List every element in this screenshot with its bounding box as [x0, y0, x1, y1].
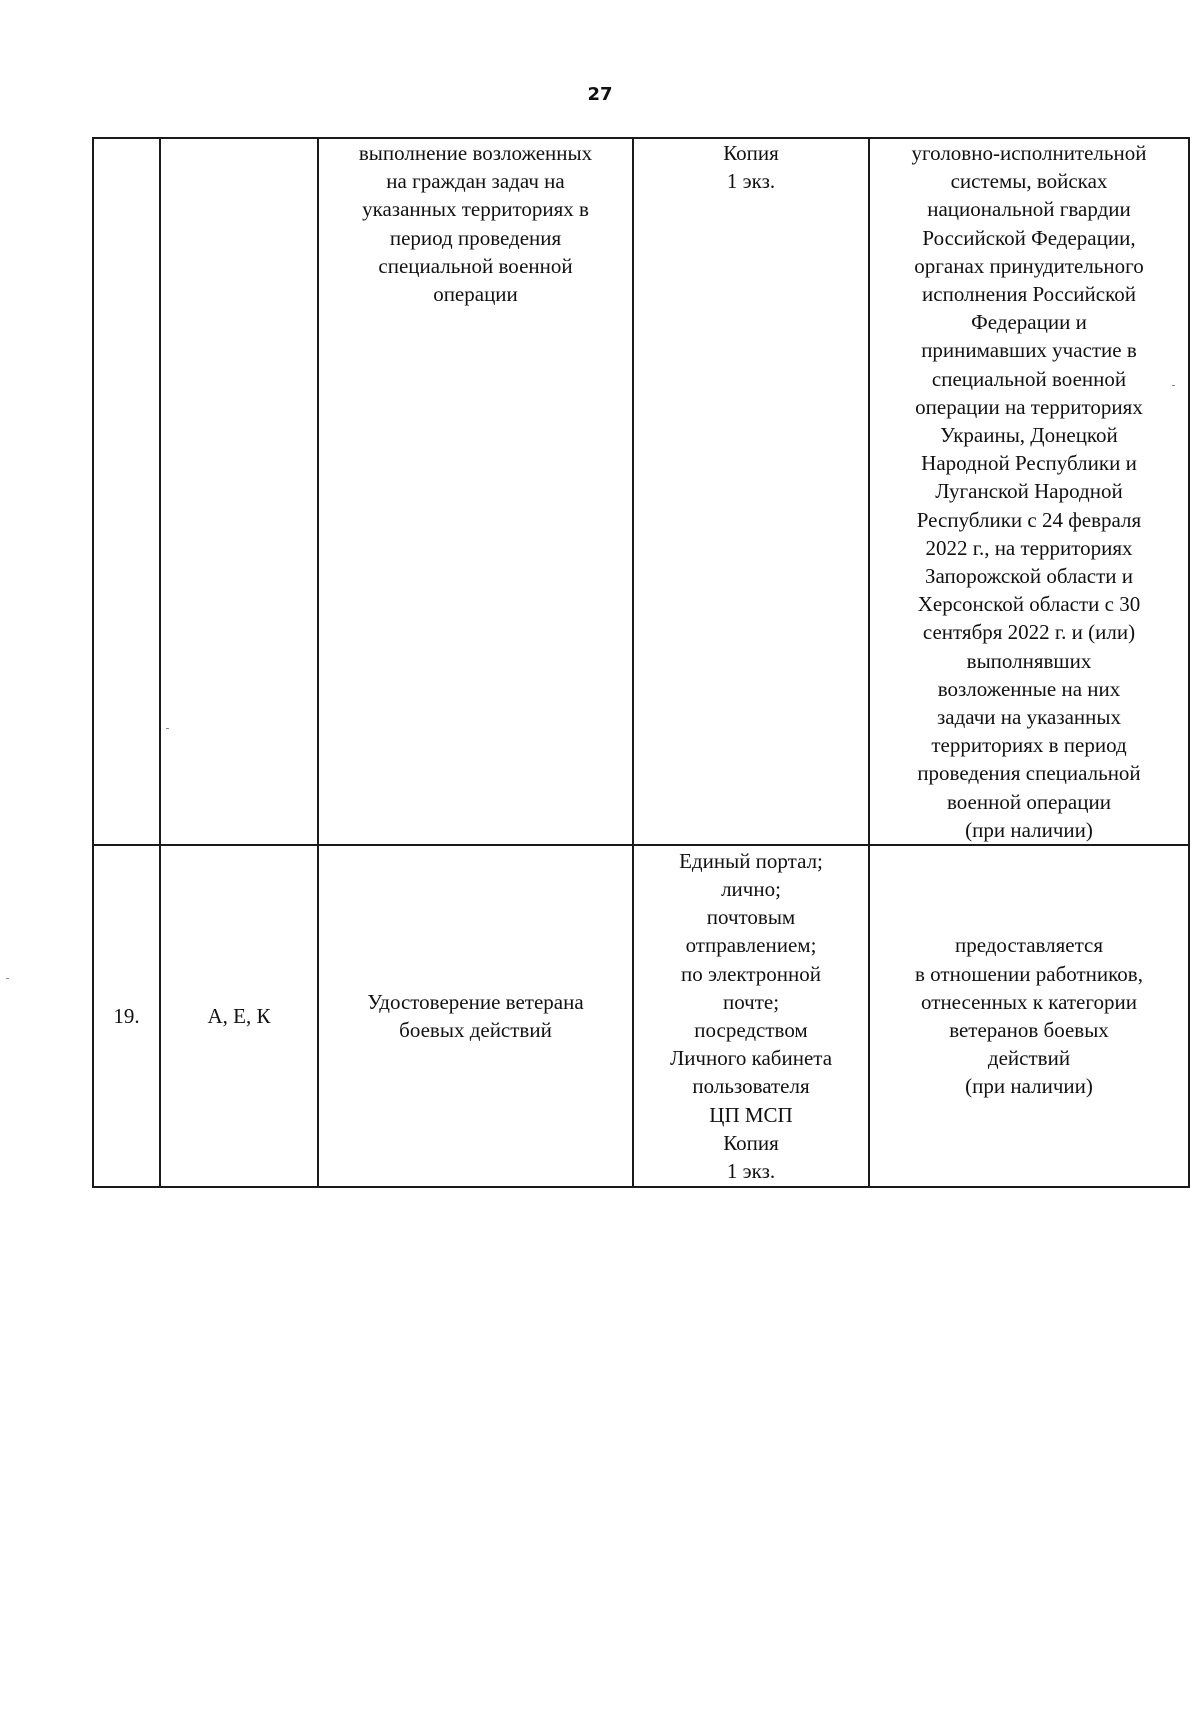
- documents-table: [92, 137, 1190, 1188]
- page-number: 27: [587, 84, 613, 105]
- row-number-cell: 19.: [93, 845, 160, 1187]
- table-row: [93, 138, 1189, 845]
- table-row: [93, 845, 1189, 1187]
- scan-artifact: [6, 978, 9, 979]
- document-name-cell: выполнение возложенных на граждан задач на указанных территориях в период проведения специальной военной операции: [318, 138, 633, 845]
- note-cell: предоставляется в отношении работников, отнесенных к категории ветеранов боевых действий (при наличии): [869, 845, 1189, 1187]
- scan-artifact: [166, 728, 169, 729]
- document-name-cell: Удостоверение ветерана боевых действий: [318, 845, 633, 1187]
- categories-cell: [160, 138, 318, 845]
- submission-method-cell: Копия 1 экз.: [633, 138, 869, 845]
- note-cell: уголовно-исполнительной системы, войсках национальной гвардии Российской Федерации, органах принудительного исполнения Российской Федерации и принимавших участие в специальной военной операции на территориях Украины, Донецкой Народной Республики и Луганской Народной Республики с 24 февраля 2022 г., на территориях Запорожской области и Херсонской области с 30 сентября 2022 г. и (или) выполнявших возложенные на них задачи на указанных территориях в период проведения специальной военной операции (при наличии): [869, 138, 1189, 845]
- submission-method-cell: Единый портал; лично; почтовым отправлением; по электронной почте; посредством Личного кабинета пользователя ЦП МСП Копия 1 экз.: [633, 845, 869, 1187]
- row-number-cell: [93, 138, 160, 845]
- scan-artifact: [1172, 385, 1175, 386]
- categories-cell: А, Е, К: [160, 845, 318, 1187]
